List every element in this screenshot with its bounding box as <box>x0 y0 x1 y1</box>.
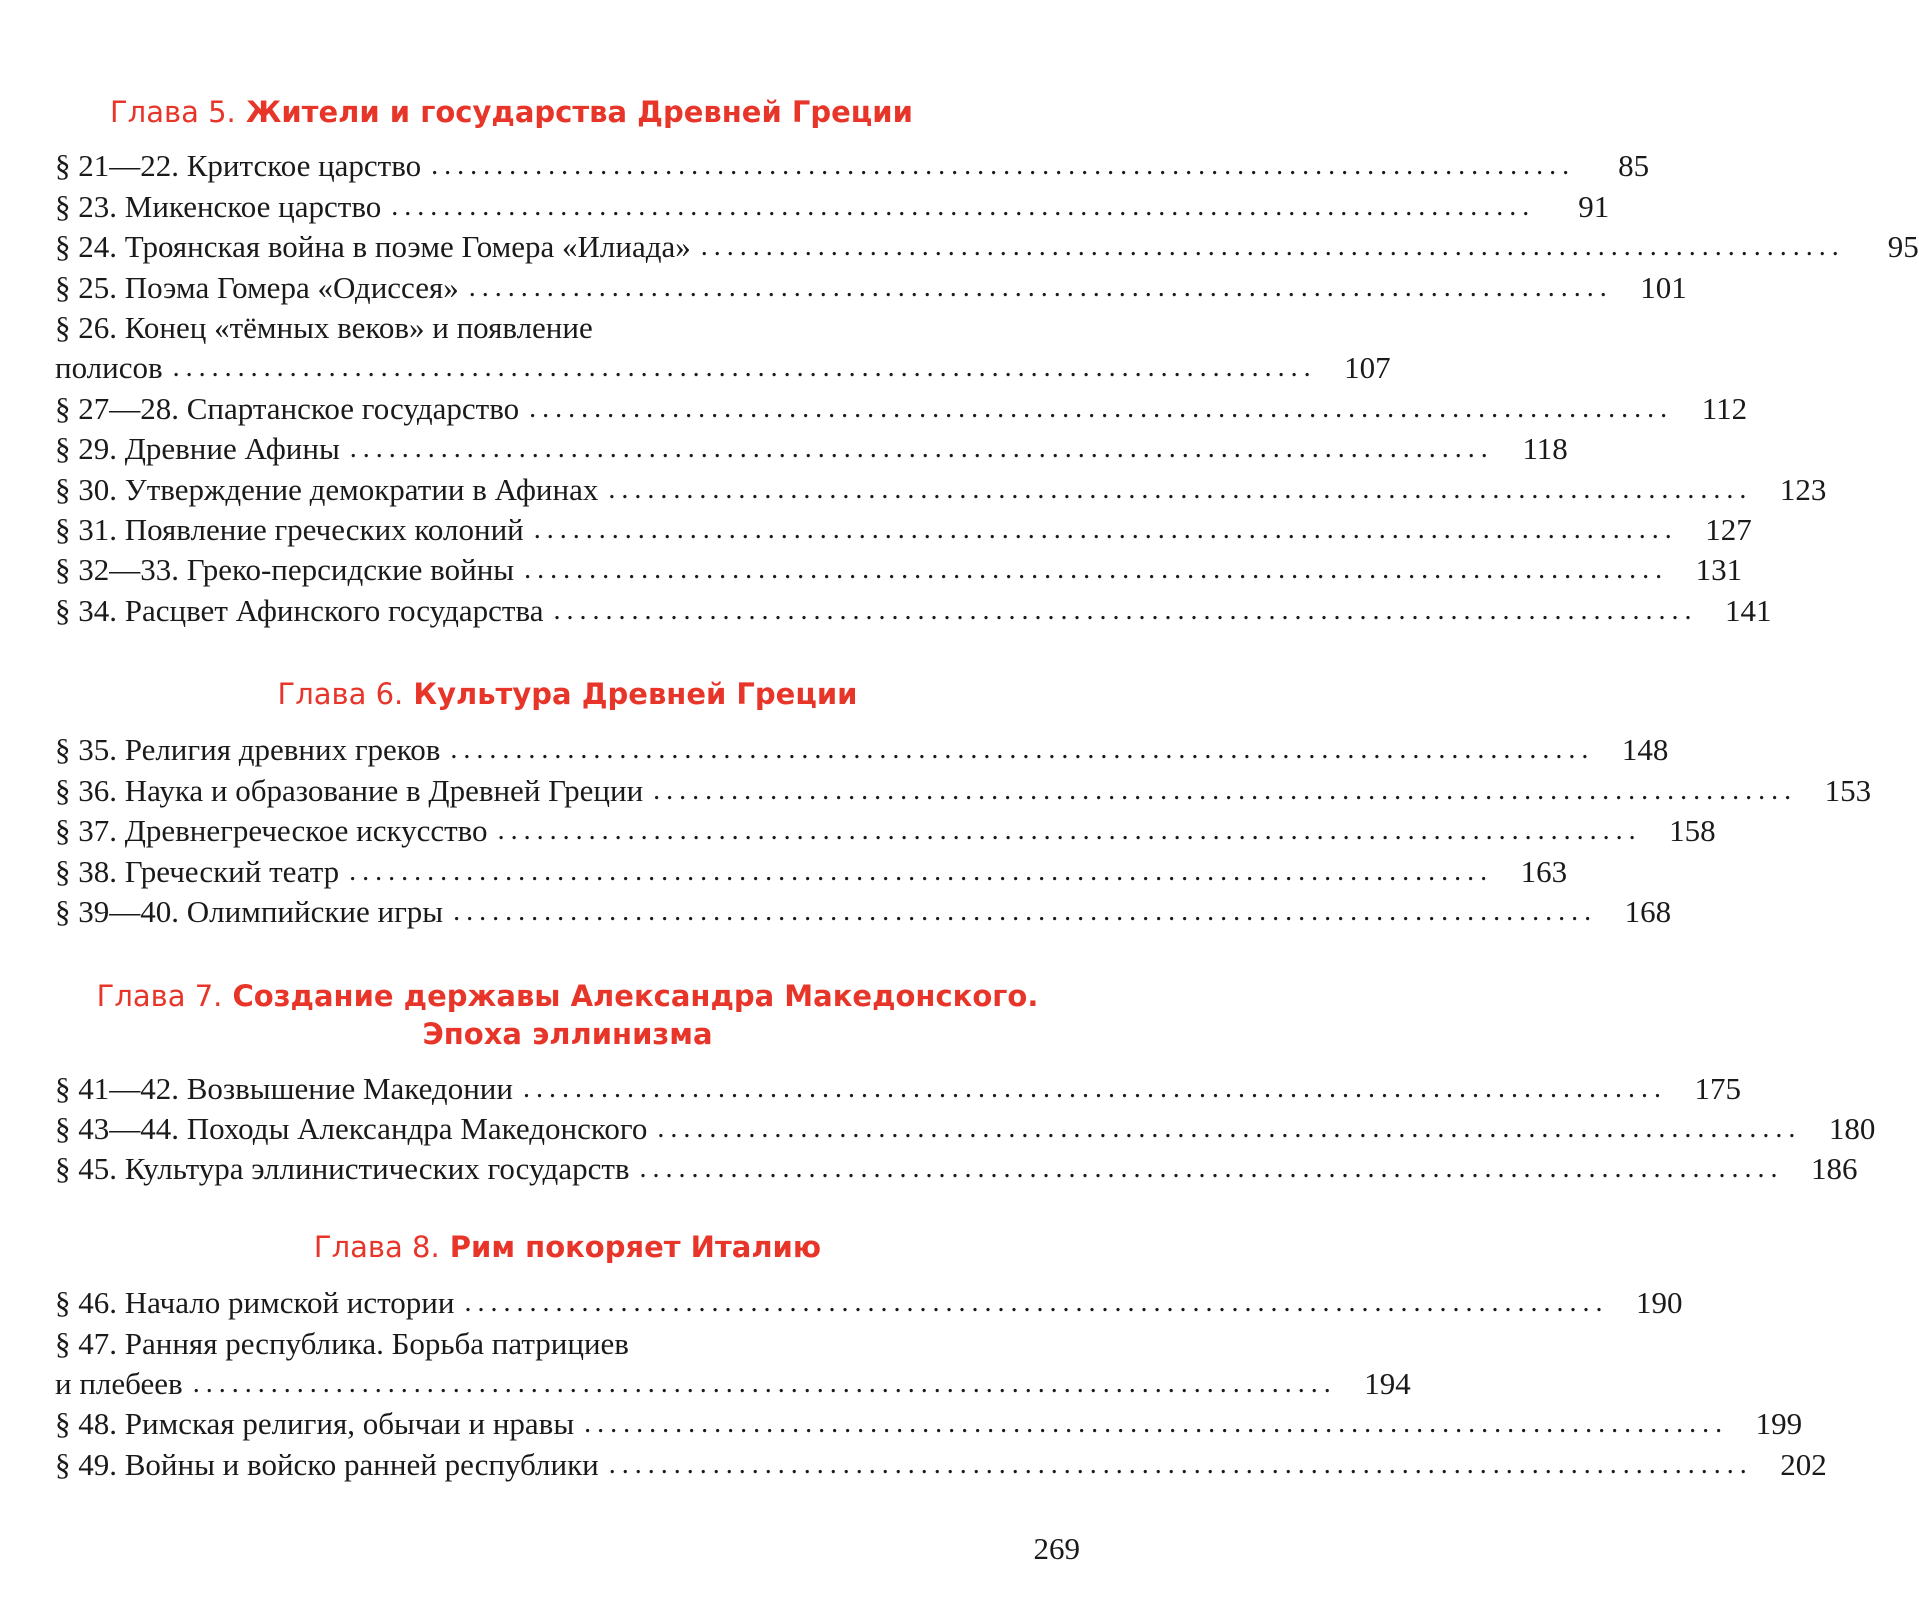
entry-label: § 32—33. Греко-персидские войны <box>55 552 515 588</box>
chapter-number-5: Глава 5. <box>110 95 236 129</box>
chapter-heading-8 <box>55 1230 1080 1265</box>
entry-page: 163 <box>1520 853 1568 889</box>
leader-dots: ........................................................................................ <box>584 1408 1729 1440</box>
toc-list-chapter-8 <box>55 1283 1827 1485</box>
chapter-number-8: Глава 8. <box>313 1229 440 1264</box>
list-item[interactable] <box>55 1364 1411 1404</box>
entry-page: 107 <box>1344 350 1391 386</box>
entry-label: § 48. Римская религия, обычаи и нравы <box>55 1406 575 1442</box>
entry-label: § 23. Микенское царство <box>55 188 382 224</box>
leader-dots: ........................................................................................ <box>453 896 1598 927</box>
list-item[interactable] <box>55 1445 1827 1485</box>
entry-label: § 21—22. Критское царство <box>55 148 422 184</box>
entry-label: § 27—28. Спартанское государство <box>55 390 520 426</box>
list-item[interactable] <box>55 591 1772 631</box>
leader-dots: ........................................................................................ <box>653 774 1798 806</box>
leader-dots: ........................................................................................ <box>468 271 1613 303</box>
leader-dots: ........................................................................................ <box>522 1072 1667 1104</box>
list-item[interactable] <box>55 389 1748 429</box>
entry-page: 199 <box>1755 1406 1803 1442</box>
entry-page: 153 <box>1824 772 1872 808</box>
entry-page: 127 <box>1705 511 1752 547</box>
leader-dots: ........................................................................................ <box>349 855 1494 887</box>
entry-label: § 26. Конец «тёмных веков» и появление <box>55 309 593 345</box>
entry-label: § 46. Начало римской истории <box>55 1285 455 1321</box>
toc-list-chapter-6 <box>55 730 1872 932</box>
chapter-heading-5 <box>55 95 1080 130</box>
list-item[interactable] <box>55 550 1743 590</box>
leader-dots: ........................................................................................ <box>553 594 1698 626</box>
entry-page: 85 <box>1618 148 1650 184</box>
leader-dots: ........................................................................................ <box>608 473 1753 505</box>
leader-dots: ........................................................................................ <box>524 554 1669 586</box>
leader-dots: ........................................................................................ <box>450 734 1595 766</box>
chapter-heading-6 <box>55 677 1080 712</box>
chapter-title-7: Создание державы Александра Македонского. Эпоха эллинизма <box>232 979 1039 1051</box>
leader-dots: ........................................................................................ <box>464 1287 1609 1319</box>
leader-dots: ........................................................................................ <box>700 231 1845 263</box>
entry-page: 175 <box>1694 1070 1741 1106</box>
list-item[interactable] <box>55 1149 1858 1189</box>
entry-label: § 45. Культура эллинистических государств <box>55 1151 630 1187</box>
list-item[interactable] <box>55 348 1391 388</box>
toc-list-chapter-5 <box>55 146 1919 631</box>
entry-label: § 29. Древние Афины <box>55 431 340 467</box>
list-item[interactable] <box>55 771 1872 811</box>
chapter-number-6: Глава 6. <box>277 677 404 712</box>
list-item[interactable] <box>55 146 1650 186</box>
chapter-title-6: Культура Древней Греции <box>413 677 858 712</box>
entry-page: 91 <box>1578 188 1610 224</box>
leader-dots: ........................................................................................ <box>172 352 1317 384</box>
list-item[interactable] <box>55 268 1687 308</box>
toc-list-chapter-7 <box>55 1069 1876 1190</box>
leader-dots: ........................................................................................ <box>608 1448 1753 1480</box>
entry-page: 141 <box>1724 592 1772 628</box>
entry-page: 180 <box>1828 1111 1876 1146</box>
chapter-number-7: Глава 7. <box>96 979 223 1014</box>
entry-page: 158 <box>1669 813 1716 849</box>
entry-page: 101 <box>1640 269 1687 305</box>
entry-label: § 31. Появление греческих колоний <box>55 511 524 547</box>
list-item[interactable] <box>55 811 1716 851</box>
list-item[interactable] <box>55 1324 1080 1364</box>
entry-label: § 38. Греческий театр <box>55 853 340 889</box>
entry-label: § 34. Расцвет Афинского государства <box>55 592 544 628</box>
leader-dots: ........................................................................................ <box>497 815 1642 847</box>
list-item[interactable] <box>55 1283 1683 1323</box>
entry-page: 168 <box>1624 894 1672 929</box>
entry-page: 190 <box>1635 1285 1683 1321</box>
entry-page: 148 <box>1621 732 1669 768</box>
entry-label: полисов <box>55 350 163 386</box>
entry-page: 123 <box>1779 471 1827 507</box>
list-item[interactable] <box>55 308 1080 348</box>
entry-label: § 49. Войны и войско ранней республики <box>55 1446 599 1482</box>
entry-page: 186 <box>1811 1151 1858 1187</box>
list-item[interactable] <box>55 227 1919 267</box>
leader-dots: ........................................................................................ <box>349 433 1494 465</box>
chapter-title-5: Жители и государства Древней Греции <box>245 95 913 129</box>
list-item[interactable] <box>55 852 1568 892</box>
entry-label: § 25. Поэма Гомера «Одиссея» <box>55 269 459 305</box>
list-item[interactable] <box>55 730 1669 770</box>
list-item[interactable] <box>55 510 1752 550</box>
entry-page: 118 <box>1522 431 1568 467</box>
entry-page: 194 <box>1364 1365 1411 1401</box>
leader-dots: ........................................................................................ <box>431 150 1576 182</box>
entry-page: 112 <box>1701 390 1748 426</box>
entry-label: § 24. Троянская война в поэме Гомера «Илиада» <box>55 229 691 265</box>
chapter-title-8: Рим покоряет Италию <box>449 1229 822 1264</box>
chapter-heading-7 <box>55 978 1080 1052</box>
entry-page: 131 <box>1695 552 1743 588</box>
entry-label: § 36. Наука и образование в Древней Греции <box>55 772 644 808</box>
entry-page: 95 <box>1887 229 1919 265</box>
leader-dots: ........................................................................................ <box>657 1113 1802 1144</box>
entry-label: § 35. Религия древних греков <box>55 732 441 768</box>
leader-dots: ........................................................................................ <box>391 190 1536 222</box>
list-item[interactable] <box>55 187 1610 227</box>
leader-dots: ........................................................................................ <box>639 1153 1784 1185</box>
entry-label: § 39—40. Олимпийские игры <box>55 894 444 929</box>
entry-label: § 43—44. Походы Александра Македонского <box>55 1111 648 1146</box>
entry-label: и плебеев <box>55 1365 183 1401</box>
page-number: 269 <box>1033 1531 1080 1566</box>
entry-label: § 37. Древнегреческое искусство <box>55 813 488 849</box>
list-item[interactable] <box>55 470 1827 510</box>
list-item[interactable] <box>55 1069 1741 1109</box>
entry-label: § 47. Ранняя республика. Борьба патрициев <box>55 1325 629 1361</box>
entry-label: § 41—42. Возвышение Македонии <box>55 1070 513 1106</box>
list-item[interactable] <box>55 429 1568 469</box>
list-item[interactable] <box>55 892 1672 932</box>
list-item[interactable] <box>55 1109 1876 1149</box>
entry-label: § 30. Утверждение демократии в Афинах <box>55 471 599 507</box>
entry-page: 202 <box>1780 1446 1827 1482</box>
leader-dots: ........................................................................................ <box>533 513 1678 545</box>
list-item[interactable] <box>55 1404 1803 1444</box>
leader-dots: ........................................................................................ <box>192 1367 1337 1399</box>
leader-dots: ........................................................................................ <box>529 392 1674 424</box>
